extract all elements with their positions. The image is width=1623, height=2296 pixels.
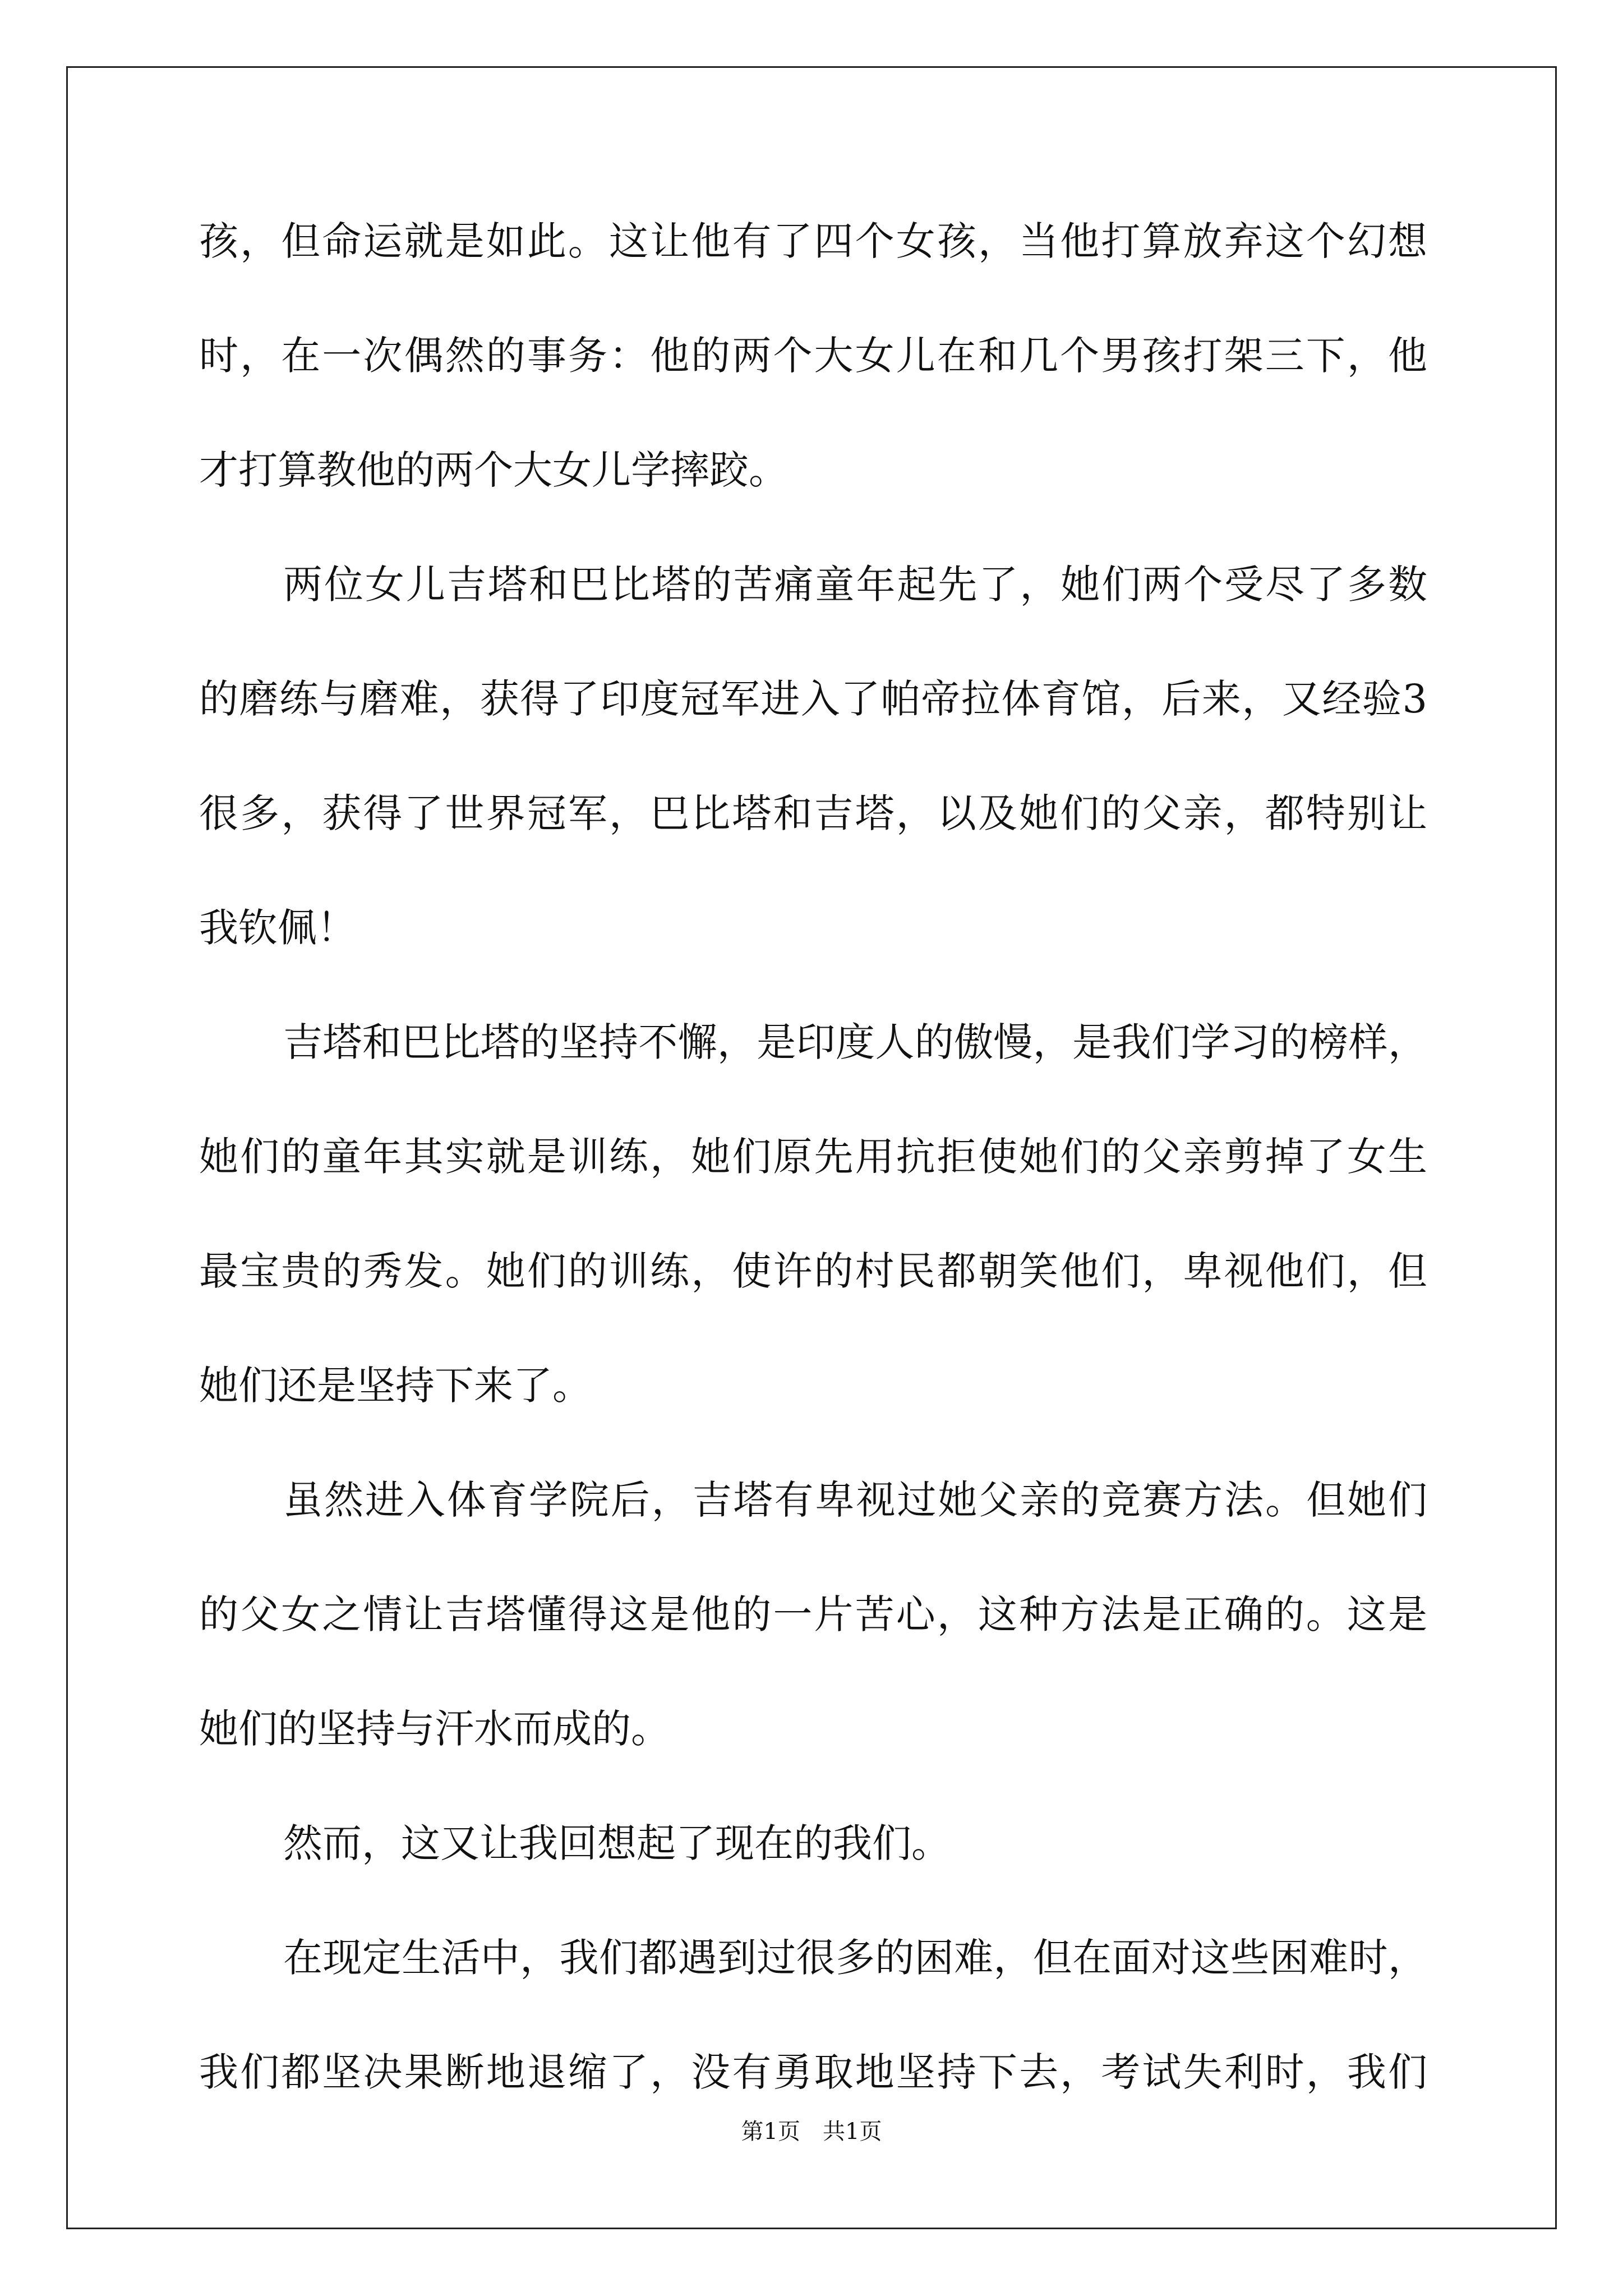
text-line: 我钦佩！ [199, 905, 356, 951]
text-line: 虽然进入体育学院后，吉塔有卑视过她父亲的竞赛方法。但她们 [283, 1477, 1427, 1523]
text-line: 她们还是坚持下来了。 [199, 1363, 592, 1409]
text-line: 然而，这又让我回想起了现在的我们。 [283, 1820, 951, 1866]
body-text [199, 213, 1427, 2159]
text-line: 在现定生活中，我们都遇到过很多的困难，但在面对这些困难时， [283, 1935, 1427, 1981]
text-line: 的父女之情让吉塔懂得这是他的一片苦心，这种方法是正确的。这是 [199, 1591, 1427, 1637]
text-line: 吉塔和巴比塔的坚持不懈，是印度人的傲慢，是我们学习的榜样， [283, 1019, 1427, 1065]
text-line: 孩，但命运就是如此。这让他有了四个女孩，当他打算放弃这个幻想 [199, 218, 1427, 264]
text-line: 她们的坚持与汗水而成的。 [199, 1706, 670, 1752]
text-line: 的磨练与磨难，获得了印度冠军进入了帕帝拉体育馆，后来，又经验3 [199, 676, 1427, 722]
text-line: 我们都坚决果断地退缩了，没有勇取地坚持下去，考试失利时，我们 [199, 2049, 1427, 2095]
text-line: 很多，获得了世界冠军，巴比塔和吉塔，以及她们的父亲，都特别让 [199, 790, 1427, 836]
text-line: 时，在一次偶然的事务：他的两个大女儿在和几个男孩打架三下，他 [199, 333, 1427, 379]
text-line: 她们的童年其实就是训练，她们原先用抗拒使她们的父亲剪掉了女生 [199, 1134, 1427, 1180]
page-footer: 第1页 共1页 [741, 2119, 882, 2145]
text-line: 最宝贵的秀发。她们的训练，使许的村民都朝笑他们，卑视他们，但 [199, 1248, 1427, 1294]
text-line: 才打算教他的两个大女儿学摔跤。 [199, 447, 788, 493]
text-line: 两位女儿吉塔和巴比塔的苦痛童年起先了，她们两个受尽了多数 [283, 562, 1427, 608]
